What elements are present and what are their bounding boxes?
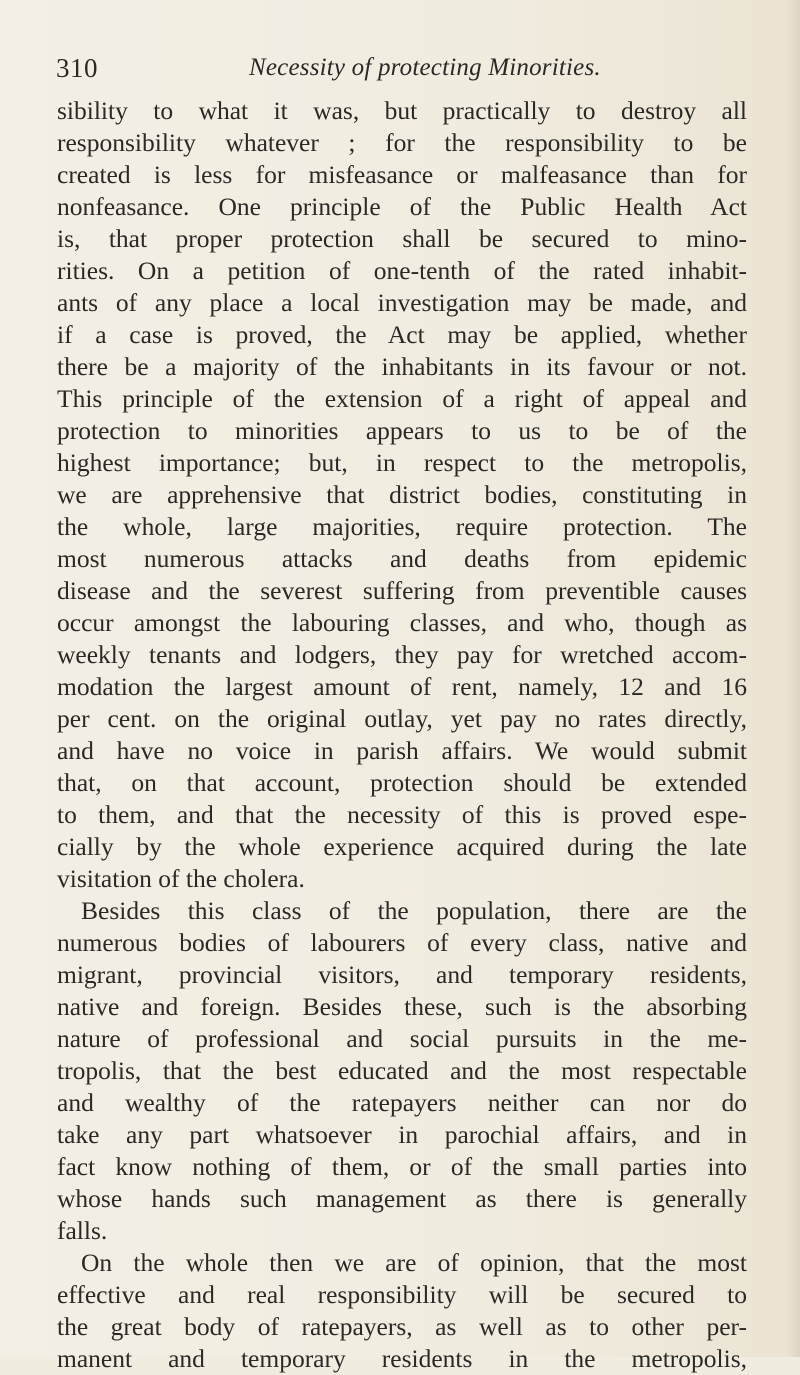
text-line: if a case is proved, the Act may be applied, whether: [57, 320, 747, 349]
text-line: protection to minorities appears to us to be of the: [57, 416, 747, 445]
text-line: native and foreign. Besides these, such is the absorbing: [57, 992, 747, 1021]
paragraph-first-line: Besides this class of the population, there are the: [81, 896, 747, 925]
page-edge-shadow: [786, 0, 800, 1357]
text-line: we are apprehensive that district bodies, constituting in: [57, 480, 747, 509]
text-line: This principle of the extension of a right of appeal and: [57, 384, 747, 413]
text-line: disease and the severest suffering from preventible causes: [57, 576, 747, 605]
text-line: and have no voice in parish affairs. We would submit: [57, 736, 747, 765]
text-line: ants of any place a local investigation may be made, and: [57, 288, 747, 317]
text-line: there be a majority of the inhabitants in its favour or not.: [57, 352, 747, 381]
text-line: responsibility whatever ; for the responsibility to be: [57, 128, 747, 157]
text-line: effective and real responsibility will be secured to: [57, 1280, 747, 1309]
text-line: to them, and that the necessity of this is proved espe-: [57, 800, 747, 829]
text-line: tropolis, that the best educated and the most respectable: [57, 1056, 747, 1085]
text-line: migrant, provincial visitors, and temporary residents,: [57, 960, 747, 989]
text-line: nature of professional and social pursuits in the me-: [57, 1024, 747, 1053]
body-text: [57, 95, 747, 1375]
paragraph-first-line: On the whole then we are of opinion, that the most: [81, 1248, 747, 1277]
paragraph-end-line: falls.: [57, 1216, 108, 1245]
text-line: modation the largest amount of rent, namely, 12 and 16: [57, 672, 747, 701]
text-line: highest importance; but, in respect to the metropolis,: [57, 448, 747, 477]
text-line: occur amongst the labouring classes, and who, though as: [57, 608, 747, 637]
page-number: 310: [56, 53, 98, 83]
running-head: [56, 48, 746, 88]
text-line: is, that proper protection shall be secured to mino-: [57, 224, 747, 253]
paragraph-end-line: visitation of the cholera.: [57, 864, 305, 893]
text-line: created is less for misfeasance or malfeasance than for: [57, 160, 747, 189]
text-line: most numerous attacks and deaths from epidemic: [57, 544, 747, 573]
text-line: manent and temporary residents in the metropolis,: [57, 1344, 747, 1373]
text-line: the great body of ratepayers, as well as to other per-: [57, 1312, 747, 1341]
text-line: sibility to what it was, but practically to destroy all: [57, 96, 747, 125]
text-line: nonfeasance. One principle of the Public Health Act: [57, 192, 747, 221]
text-line: that, on that account, protection should be extended: [57, 768, 747, 797]
text-line: fact know nothing of them, or of the small parties into: [57, 1152, 747, 1181]
text-line: whose hands such management as there is generally: [57, 1184, 747, 1213]
text-line: numerous bodies of labourers of every class, native and: [57, 928, 747, 957]
text-line: the whole, large majorities, require protection. The: [57, 512, 747, 541]
text-line: cially by the whole experience acquired during the late: [57, 832, 747, 861]
running-title: Necessity of protecting Minorities.: [249, 54, 601, 81]
text-line: weekly tenants and lodgers, they pay for wretched accom-: [57, 640, 747, 669]
text-line: and wealthy of the ratepayers neither can nor do: [57, 1088, 747, 1117]
text-line: take any part whatsoever in parochial affairs, and in: [57, 1120, 747, 1149]
text-line: per cent. on the original outlay, yet pay no rates directly,: [57, 704, 747, 733]
text-line: rities. On a petition of one-tenth of the rated inhabit-: [57, 256, 747, 285]
